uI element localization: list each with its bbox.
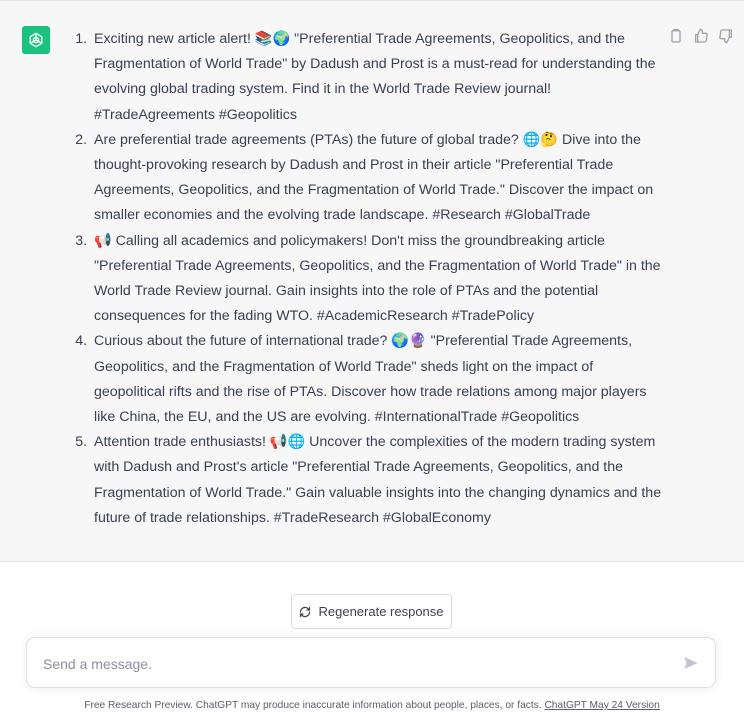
refresh-icon xyxy=(299,606,311,618)
disclaimer-text: Free Research Preview. ChatGPT may produce inaccurate information about people, places, or facts. xyxy=(84,700,542,711)
version-link[interactable]: ChatGPT May 24 Version xyxy=(544,700,660,711)
openai-logo-icon xyxy=(26,30,46,50)
footer-disclaimer xyxy=(0,700,744,711)
message-content xyxy=(66,27,666,531)
tweet-list xyxy=(66,27,666,531)
regenerate-label: Regenerate response xyxy=(318,604,444,619)
list-item: 1. Exciting new article alert! 📚🌍 "Preferential Trade Agreements, Geopolitics, and the Fragmentation of World Trade" by Dadush and Prost is a must-read for understanding the evolving global trading system. Find it in the World Trade Review journal! #TradeAgreements #Geopolitics xyxy=(91,27,666,128)
list-item: 4. Curious about the future of international trade? 🌍🔮 "Preferential Trade Agreements, Geopolitics, and the Fragmentation of World Trade" sheds light on the impact of geopolitical rifts and the rise of PTAs. Discover how trade relations among major players like China, the EU, and the US are evolving. #InternationalTrade #Geopolitics xyxy=(91,329,666,430)
assistant-avatar xyxy=(22,26,50,54)
list-item: 3. 📢 Calling all academics and policymakers! Don't miss the groundbreaking article "Preferential Trade Agreements, Geopolitics, and the Fragmentation of World Trade" in the World Trade Review journal. Gain insights into the role of PTAs and the potential consequences for the fading WTO. #AcademicResearch #TradePolicy xyxy=(91,229,666,330)
list-item: 5. Attention trade enthusiasts! 📢🌐 Uncover the complexities of the modern trading system with Dadush and Prost's article "Preferential Trade Agreements, Geopolitics, and the Fragmentation of World Trade." Gain valuable insights into the changing dynamics and the future of trade relationships. #TradeResearch #GlobalEconomy xyxy=(91,430,666,531)
message-composer xyxy=(26,637,716,688)
thumbs-up-icon[interactable] xyxy=(693,28,709,44)
message-actions xyxy=(668,28,734,44)
copy-icon[interactable] xyxy=(668,28,684,44)
message-input[interactable] xyxy=(41,650,685,678)
regenerate-response-button[interactable] xyxy=(291,594,452,629)
thumbs-down-icon[interactable] xyxy=(718,28,734,44)
send-button[interactable] xyxy=(681,653,701,673)
list-item: 2. Are preferential trade agreements (PTAs) the future of global trade? 🌐🤔 Dive into the thought-provoking research by Dadush and Prost in their article "Preferential Trade Agreements, Geopolitics, and the Fragmentation of World Trade." Discover the impact on smaller economies and the evolving trade landscape. #Research #GlobalTrade xyxy=(91,128,666,229)
send-icon xyxy=(683,655,699,671)
